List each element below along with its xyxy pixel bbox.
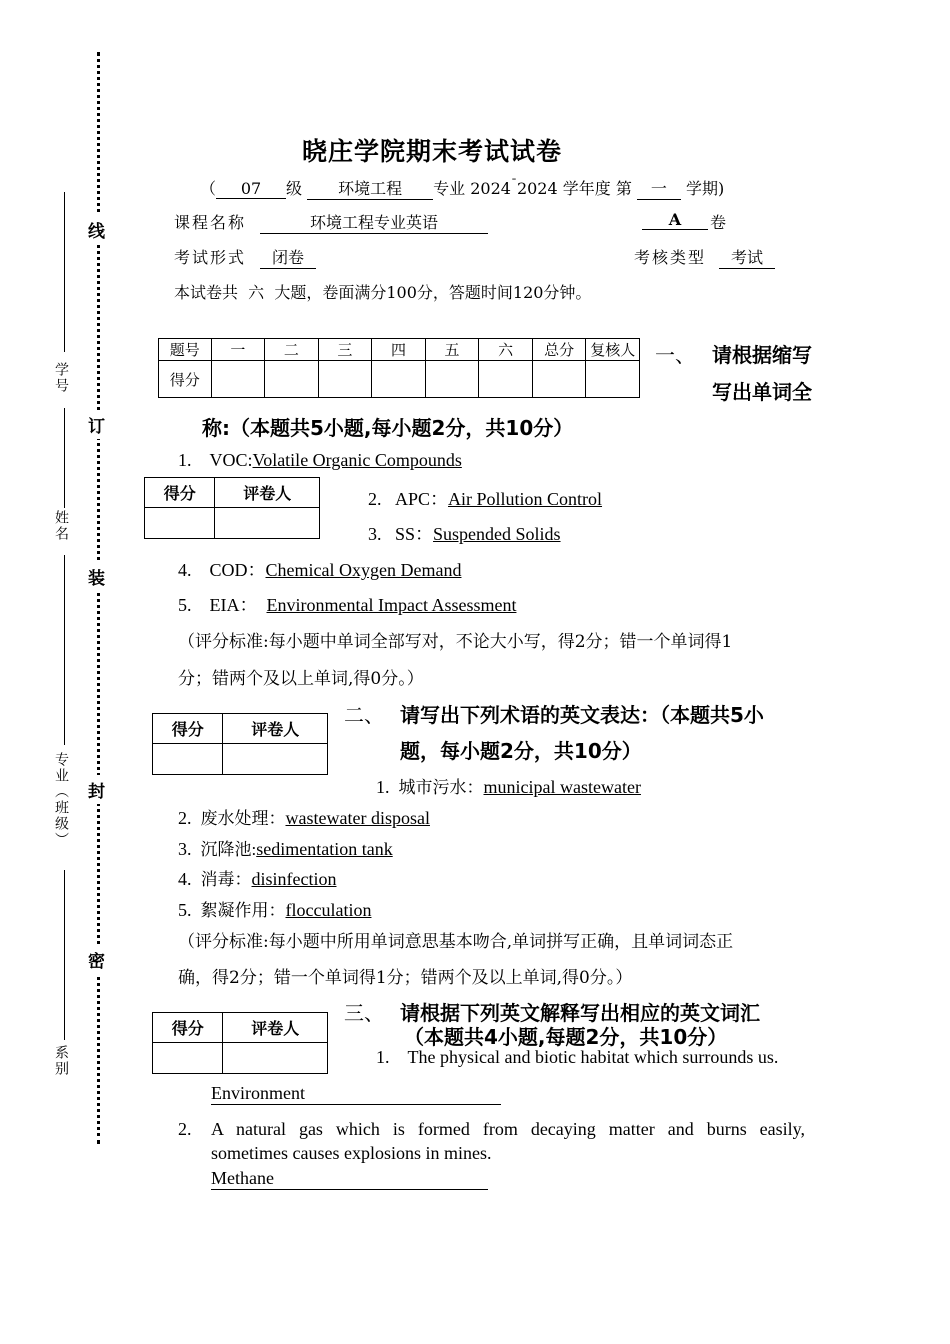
grade-suffix: 级 xyxy=(286,179,303,198)
item-answer: Suspended Solids xyxy=(433,524,561,544)
item-number: 2. xyxy=(368,489,382,509)
grader-box-2 xyxy=(152,713,328,775)
section1-item xyxy=(178,450,462,471)
xingming-label: 姓名 xyxy=(53,510,69,542)
item-answer: flocculation xyxy=(285,900,372,920)
item-answer: disinfection xyxy=(251,869,337,889)
grader-score-cell[interactable] xyxy=(153,1043,223,1074)
score-cell[interactable] xyxy=(425,361,479,398)
score-table-header: 题号 xyxy=(159,339,212,361)
section1-criteria-line2: 分；错两个及以上单词,得0分。） xyxy=(178,669,424,689)
score-cell[interactable] xyxy=(372,361,426,398)
exam-form-value: 闭卷 xyxy=(260,245,316,269)
score-cell[interactable] xyxy=(479,361,533,398)
score-cell[interactable] xyxy=(211,361,265,398)
score-row-label: 得分 xyxy=(159,361,212,398)
grader-cell[interactable] xyxy=(215,508,320,539)
section3-title-line1: 请根据下列英文解释写出相应的英文词汇 xyxy=(400,1001,760,1025)
assess-label: 考核类型 xyxy=(634,248,707,267)
section1-item xyxy=(178,556,461,582)
xingming-line-top xyxy=(64,408,65,508)
section1-criteria-line1: （评分标准:每小题中单词全部写对，不论大小写，得2分；错一个单词得1 xyxy=(178,632,733,652)
section1-title-line2: 写出单词全 xyxy=(712,380,812,404)
grader-label: 评卷人 xyxy=(223,1013,328,1043)
item-abbr: COD： xyxy=(209,560,266,580)
item-number: 4. xyxy=(178,869,192,889)
section2-item xyxy=(178,835,393,860)
item-answer: sedimentation tank xyxy=(256,839,393,859)
item-answer: Air Pollution Control xyxy=(448,489,603,509)
grader-score-cell[interactable] xyxy=(145,508,215,539)
exam-form-label: 考试形式 xyxy=(174,248,247,267)
item-abbr: APC： xyxy=(395,489,449,509)
section2-item xyxy=(178,865,336,890)
item-answer: Chemical Oxygen Demand xyxy=(265,560,462,580)
section3-item-number: 2. xyxy=(178,1119,192,1139)
grader-box-1 xyxy=(144,477,320,539)
item-number: 1. xyxy=(376,1047,390,1067)
major-class-label: 专业（班级） xyxy=(53,752,69,848)
score-table-header: 五 xyxy=(425,339,479,361)
item-question: The physical and biotic habitat which surrounds us. xyxy=(407,1047,779,1067)
info-open: （ xyxy=(200,179,217,198)
score-table xyxy=(158,338,640,398)
department-label: 系别 xyxy=(53,1045,69,1077)
paper-value: A xyxy=(642,210,708,230)
section1-item xyxy=(178,591,516,617)
item-abbr: SS： xyxy=(395,524,434,544)
score-cell[interactable] xyxy=(318,361,372,398)
item-number: 1. xyxy=(178,450,192,470)
grader-label: 评卷人 xyxy=(215,478,320,508)
score-table-header: 复核人 xyxy=(586,339,640,361)
grade-value: 07 xyxy=(216,179,286,199)
binding-char-xian: 线 xyxy=(88,215,105,244)
grader-box-3 xyxy=(152,1012,328,1074)
grader-score-label: 得分 xyxy=(145,478,215,508)
section3-number: 三、 xyxy=(344,1001,384,1025)
score-table-header: 四 xyxy=(372,339,426,361)
section2-title-line2: 题，每小题2分，共10分） xyxy=(400,739,642,763)
major-line xyxy=(64,870,65,1040)
xuehao-label: 学号 xyxy=(53,362,69,394)
item-number: 2. xyxy=(178,808,192,828)
xingming-line xyxy=(64,555,65,745)
score-table-header: 三 xyxy=(318,339,372,361)
section3-title-line2: （本题共4小题,每题2分，共10分） xyxy=(404,1025,728,1049)
section1-number: 一、 xyxy=(655,343,695,367)
exam-info-line xyxy=(200,176,724,200)
paper-suffix: 卷 xyxy=(710,213,727,232)
item-term: 城市污水： xyxy=(398,778,484,797)
item-answer: Environmental Impact Assessment xyxy=(266,595,517,615)
score-table-header: 总分 xyxy=(532,339,586,361)
item-abbr: EIA： xyxy=(209,595,258,615)
section2-item xyxy=(376,773,641,798)
score-table-header: 一 xyxy=(211,339,265,361)
course-label: 课程名称 xyxy=(174,213,247,232)
score-cell[interactable] xyxy=(586,361,640,398)
grader-cell[interactable] xyxy=(223,1043,328,1074)
binding-char-feng: 封 xyxy=(88,775,105,804)
term-suffix: 学期) xyxy=(686,179,725,198)
year-separator: ¯ xyxy=(510,176,517,191)
year-end: 2024 学年度 第 xyxy=(516,179,632,198)
item-answer: wastewater disposal xyxy=(285,808,430,828)
item-number: 3. xyxy=(368,524,382,544)
assess-value: 考试 xyxy=(719,245,775,269)
score-cell[interactable] xyxy=(532,361,586,398)
grader-score-label: 得分 xyxy=(153,1013,223,1043)
item-number: 4. xyxy=(178,560,192,580)
score-cell[interactable] xyxy=(265,361,319,398)
exam-title: 晓庄学院期末考试试卷 xyxy=(302,137,563,166)
section2-item xyxy=(178,896,371,921)
score-table-header: 二 xyxy=(265,339,319,361)
major-suffix: 专业 2024 xyxy=(433,179,511,198)
section1-title-line3: 称:（本题共5小题,每小题2分，共10分） xyxy=(202,416,574,440)
section3-item-text-line2: sometimes causes explosions in mines. xyxy=(211,1143,492,1163)
item-number: 5. xyxy=(178,900,192,920)
grader-label: 评卷人 xyxy=(223,714,328,744)
grader-cell[interactable] xyxy=(223,744,328,775)
item-number: 3. xyxy=(178,839,192,859)
item-answer: municipal wastewater xyxy=(483,777,641,797)
section2-item xyxy=(178,804,430,829)
item-term: 废水处理： xyxy=(200,809,286,828)
xuehao-line xyxy=(64,192,65,352)
score-table-header: 六 xyxy=(479,339,533,361)
grader-score-cell[interactable] xyxy=(153,744,223,775)
binding-char-mi: 密 xyxy=(88,945,105,974)
item-term: 絮凝作用： xyxy=(200,901,286,920)
item-answer: Volatile Organic Compounds xyxy=(252,450,462,470)
section1-item xyxy=(368,520,561,546)
section3-item-text-line1: A natural gas which is formed from decaying matter and burns easily, xyxy=(211,1119,805,1139)
item-abbr: VOC: xyxy=(209,450,253,470)
section2-title-line1: 请写出下列术语的英文表达：（本题共5小 xyxy=(400,703,764,727)
item-number: 1. xyxy=(376,777,390,797)
binding-char-zhuang: 装 xyxy=(88,562,105,591)
grader-score-label: 得分 xyxy=(153,714,223,744)
section2-number: 二、 xyxy=(344,703,384,727)
exam-summary: 本试卷共 六 大题，卷面满分100分，答题时间120分钟。 xyxy=(174,283,592,302)
section3-answer-2: Methane xyxy=(211,1168,488,1190)
binding-char-ding: 订 xyxy=(88,410,105,439)
major-value: 环境工程 xyxy=(307,176,433,200)
section3-answer-1: Environment xyxy=(211,1083,501,1105)
section1-title-line1: 请根据缩写 xyxy=(712,343,812,367)
section3-item xyxy=(376,1047,778,1068)
section2-criteria-line1: （评分标准:每小题中所用单词意思基本吻合,单词拼写正确，且单词词态正 xyxy=(178,932,734,952)
item-number: 5. xyxy=(178,595,192,615)
term-value: 一 xyxy=(637,176,681,200)
item-term: 沉降池: xyxy=(200,840,257,859)
section2-criteria-line2: 确，得2分；错一个单词得1分；错两个及以上单词,得0分。） xyxy=(178,968,633,988)
item-term: 消毒： xyxy=(200,870,252,889)
section1-item xyxy=(368,485,602,511)
course-value: 环境工程专业英语 xyxy=(260,210,488,234)
